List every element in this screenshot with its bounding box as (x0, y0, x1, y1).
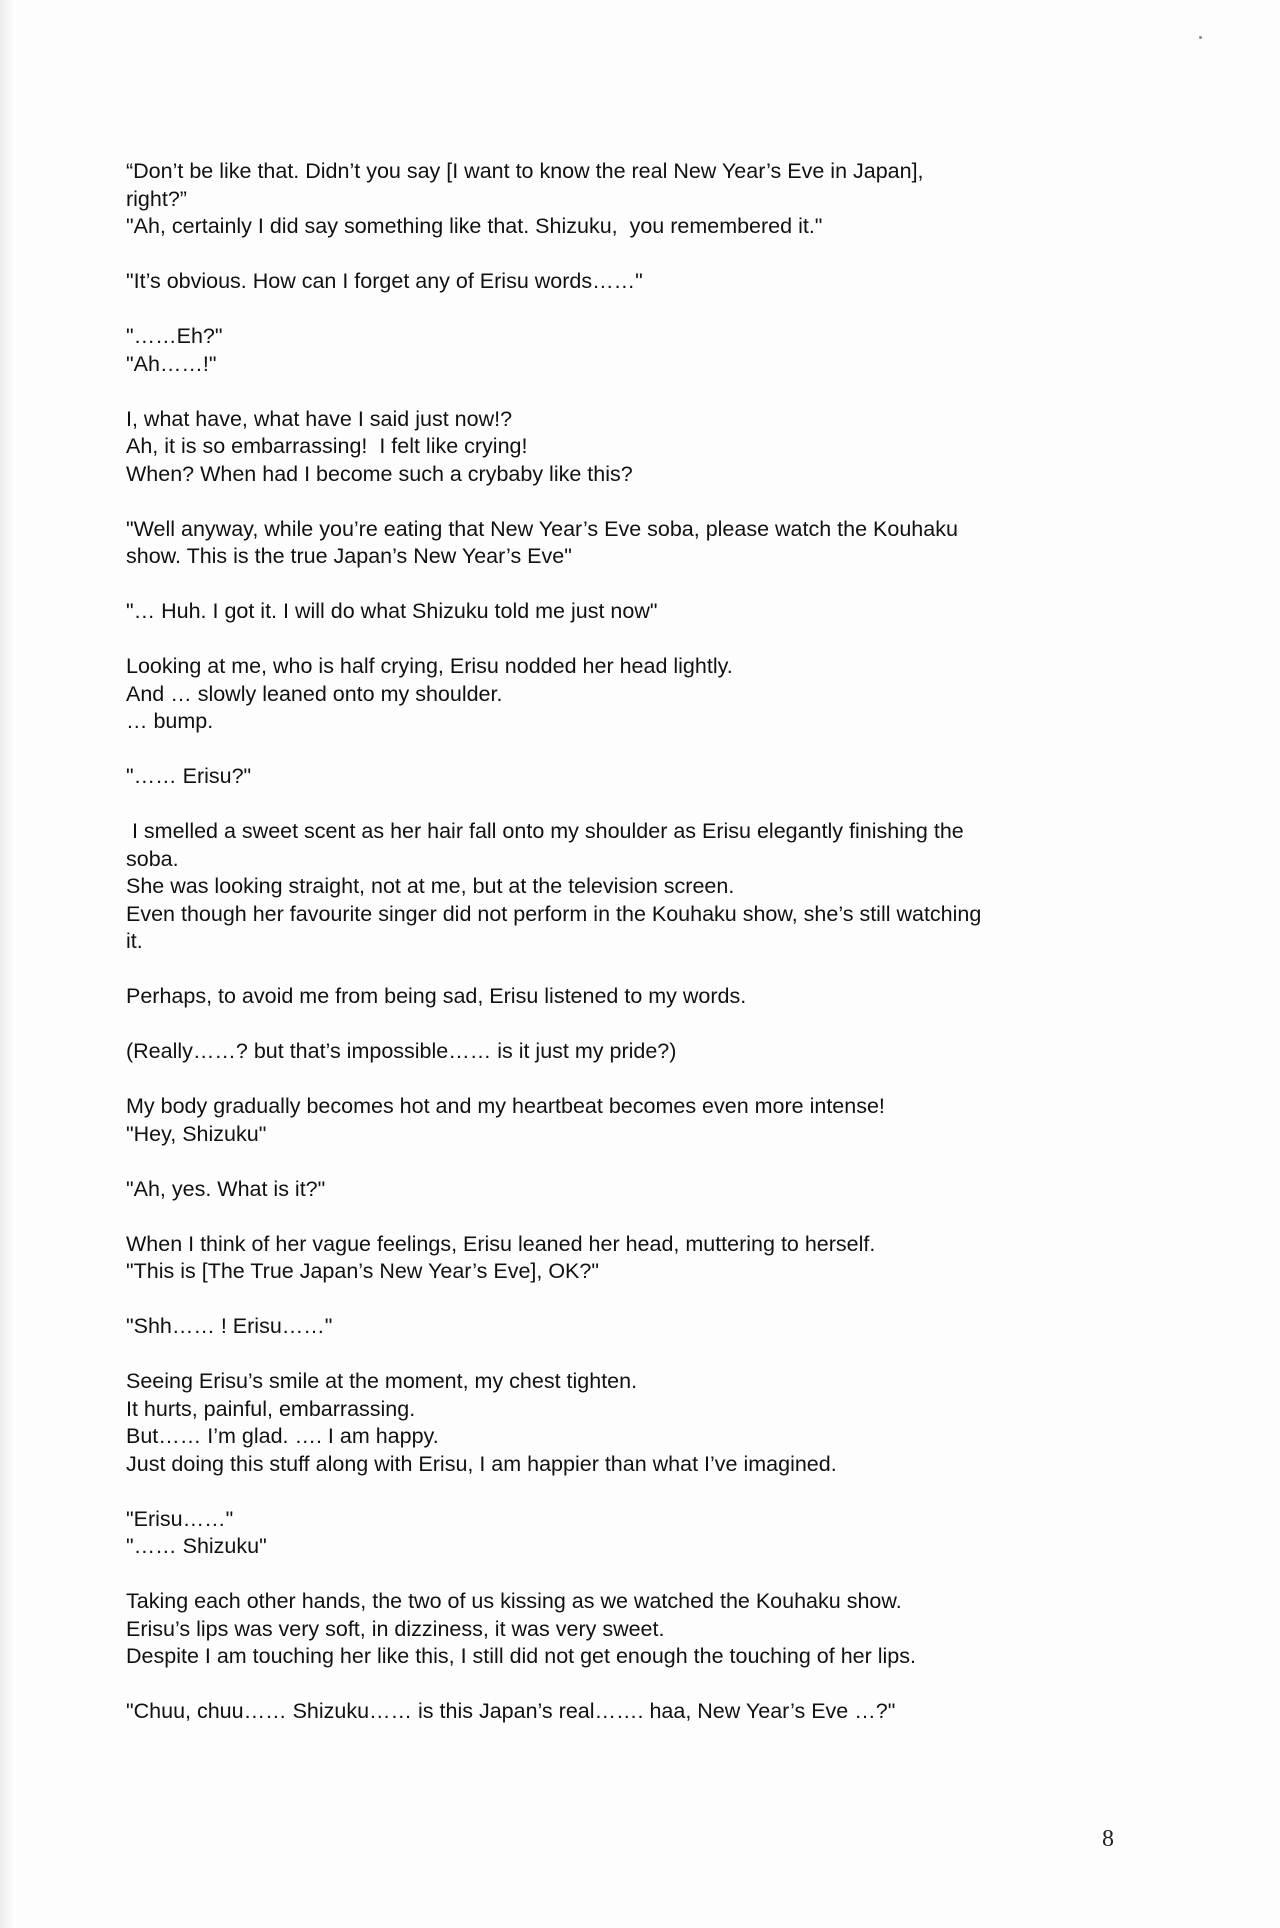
text-line: It hurts, painful, embarrassing. (126, 1396, 416, 1421)
text-line: "…… Erisu?" (126, 764, 252, 788)
paragraph (126, 1176, 1176, 1204)
text-line: "Ah……!" (126, 351, 217, 376)
text-line: "Ah, yes. What is it?" (126, 1176, 326, 1201)
paragraph (126, 1231, 1176, 1286)
text-line: I smelled a sweet scent as her hair fall onto my shoulder as Erisu elegantly finishing the (126, 819, 964, 843)
text-line: She was looking straight, not at me, but at the television screen. (126, 874, 735, 898)
story-text (126, 158, 1176, 1753)
text-line: My body gradually becomes hot and my heartbeat becomes even more intense! (126, 1094, 885, 1118)
text-line: "It’s obvious. How can I forget any of Erisu words……" (126, 269, 643, 293)
paragraph (126, 1368, 1176, 1478)
paragraph (126, 268, 1176, 296)
paragraph (126, 983, 1176, 1011)
text-line: Just doing this stuff along with Erisu, I am happier than what I’ve imagined. (126, 1451, 837, 1476)
text-line: right?” (126, 186, 187, 211)
scan-speck (1199, 36, 1202, 39)
text-line: Erisu’s lips was very soft, in dizziness, it was very sweet. (126, 1616, 665, 1641)
text-line: Even though her favourite singer did not perform in the Kouhaku show, she’s still watching (126, 901, 982, 926)
text-line: "Well anyway, while you’re eating that New Year’s Eve soba, please watch the Kouhaku (126, 516, 958, 541)
text-line: "… Huh. I got it. I will do what Shizuku told me just now" (126, 599, 658, 623)
page-edge-shadow (0, 0, 14, 1928)
paragraph (126, 516, 1176, 571)
paragraph (126, 1506, 1176, 1561)
text-line: "Hey, Shizuku" (126, 1121, 267, 1146)
text-line: Taking each other hands, the two of us kissing as we watched the Kouhaku show. (126, 1589, 902, 1613)
text-line: Despite I am touching her like this, I still did not get enough the touching of her lips. (126, 1644, 916, 1668)
paragraph (126, 653, 1176, 736)
page-number: 8 (1102, 1826, 1114, 1852)
text-line: … bump. (126, 709, 214, 733)
text-line: (Really……? but that’s impossible…… is it just my pride?) (126, 1039, 677, 1063)
text-line: Looking at me, who is half crying, Erisu nodded her head lightly. (126, 654, 733, 678)
paragraph (126, 1093, 1176, 1148)
text-line: Ah, it is so embarrassing! I felt like crying! (126, 434, 528, 458)
text-line: Seeing Erisu’s smile at the moment, my chest tighten. (126, 1369, 638, 1393)
text-line: soba. (126, 846, 179, 871)
text-line: “Don’t be like that. Didn’t you say [I want to know the real New Year’s Eve in Japan], (126, 159, 924, 183)
text-line: Perhaps, to avoid me from being sad, Erisu listened to my words. (126, 984, 747, 1008)
text-line: When I think of her vague feelings, Erisu leaned her head, muttering to herself. (126, 1231, 876, 1256)
text-line: "Ah, certainly I did say something like that. Shizuku, you remembered it." (126, 214, 823, 238)
text-line: I, what have, what have I said just now!? (126, 406, 513, 431)
paragraph (126, 1698, 1176, 1726)
paragraph (126, 323, 1176, 378)
paragraph (126, 1313, 1176, 1341)
text-line: "Shh…… ! Erisu……" (126, 1314, 333, 1338)
paragraph (126, 818, 1176, 956)
text-line: "This is [The True Japan’s New Year’s Eve], OK?" (126, 1259, 599, 1283)
text-line: "…… Shizuku" (126, 1534, 267, 1558)
paragraph (126, 406, 1176, 489)
text-line: "Chuu, chuu…… Shizuku…… is this Japan’s real……. haa, New Year’s Eve …?" (126, 1699, 896, 1723)
paragraph (126, 1588, 1176, 1671)
text-line: it. (126, 929, 143, 953)
text-line: But…… I’m glad. …. I am happy. (126, 1424, 439, 1448)
text-line: show. This is the true Japan’s New Year’s Eve" (126, 544, 572, 568)
text-line: When? When had I become such a crybaby like this? (126, 461, 633, 486)
paragraph (126, 598, 1176, 626)
paragraph (126, 158, 1176, 241)
paragraph (126, 1038, 1176, 1066)
paragraph (126, 763, 1176, 791)
text-line: "……Eh?" (126, 324, 223, 348)
text-line: "Erisu……" (126, 1506, 234, 1531)
text-line: And … slowly leaned onto my shoulder. (126, 681, 503, 706)
